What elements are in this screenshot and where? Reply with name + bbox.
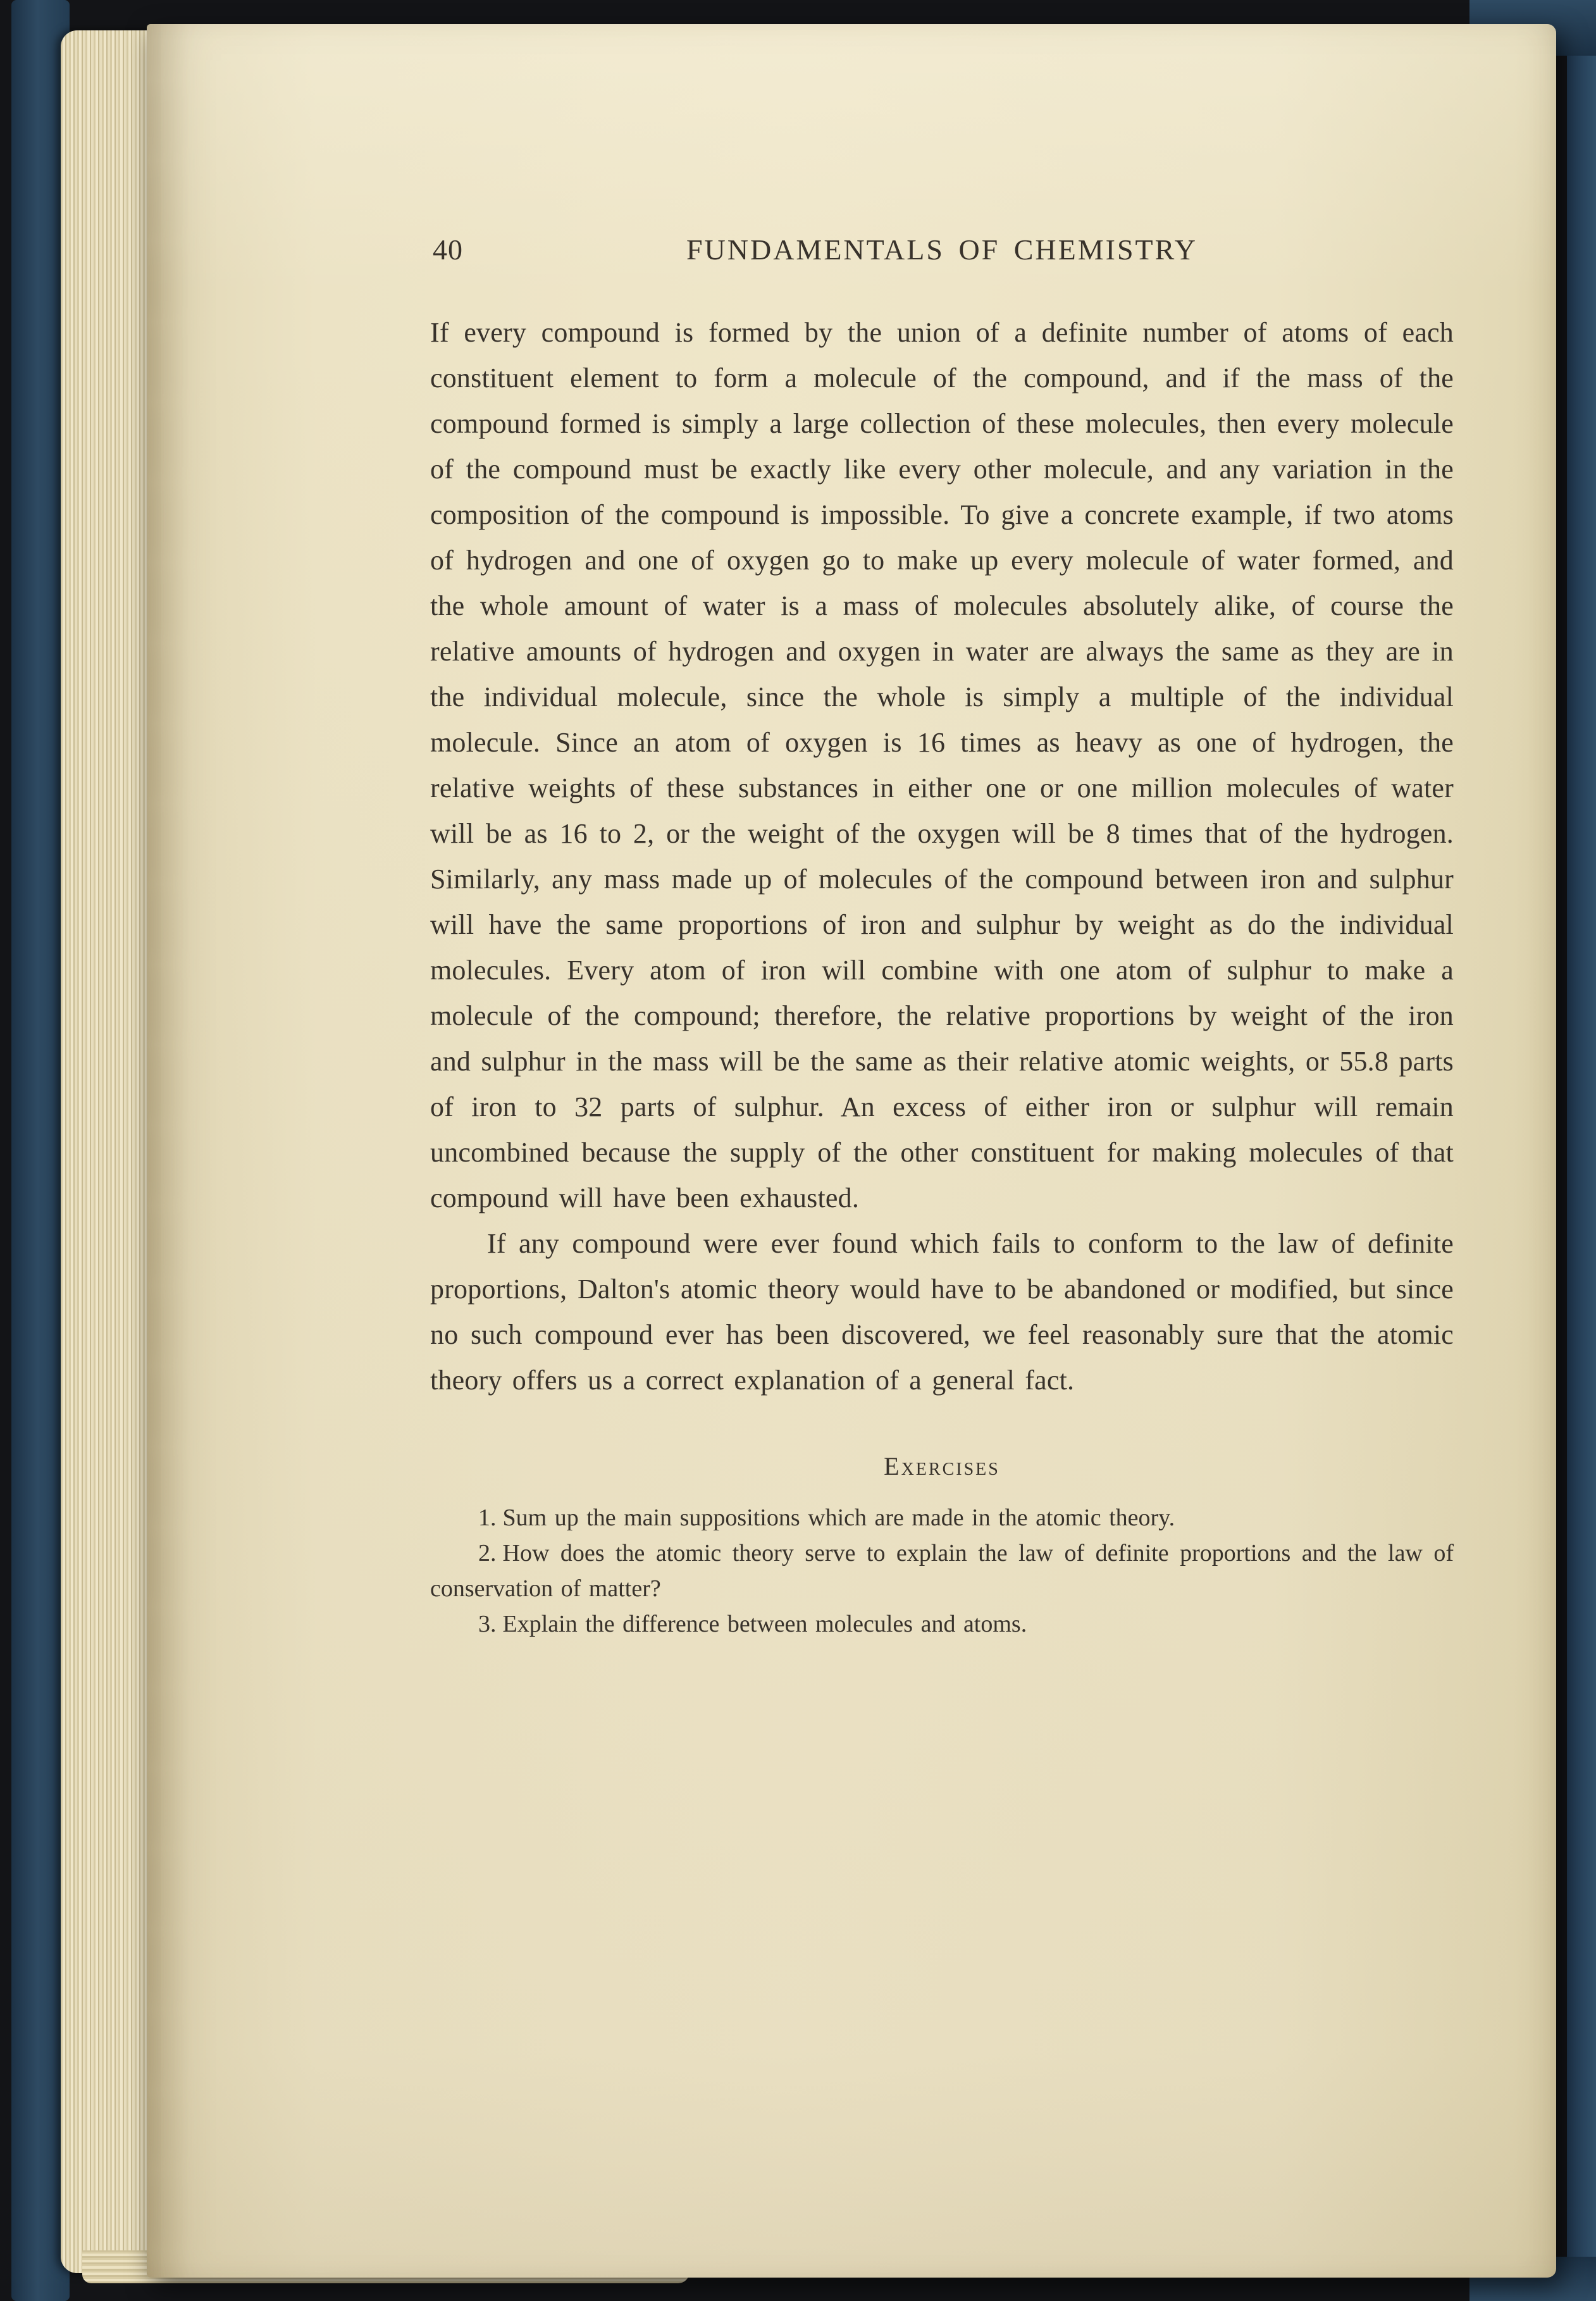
- exercise-text: Sum up the main suppositions which are made in the atomic theory.: [502, 1504, 1175, 1531]
- exercise-item-2: [430, 1535, 1454, 1606]
- exercises-heading: Exercises: [884, 1452, 1000, 1480]
- exercise-text: How does the atomic theory serve to explain the law of definite proportions and the law of conservation of matter?: [430, 1540, 1454, 1602]
- body-copy: [430, 310, 1454, 1642]
- running-head: FUNDAMENTALS OF CHEMISTRY: [686, 233, 1198, 266]
- text-block: [430, 24, 1454, 2278]
- exercise-number: 2.: [478, 1540, 497, 1566]
- exercise-item-3: [430, 1606, 1454, 1642]
- body-paragraph-2: If any compound were ever found which fails to conform to the law of definite proportions, Dalton's atomic theory would have to be abandoned or modified, but since no such compound ever has been discovered, we feel reasonably sure that the atomic theory offers us a correct explanation of a general fact.: [430, 1228, 1454, 1396]
- body-paragraph-1: If every compound is formed by the union of a definite number of atoms of each constituent element to form a molecule of the compound, and if the mass of the compound formed is simply a large collection of these molecules, then every molecule of the compound must be exactly like every other molecule, and any variation in the composition of the compound is impossible. To give a concrete example, if two atoms of hydrogen and one of oxygen go to make up every molecule of water formed, and the whole amount of water is a mass of molecules absolutely alike, of course the relative amounts of hydrogen and oxygen in water are always the same as they are in the individual molecule, since the whole is simply a multiple of the individual molecule. Since an atom of oxygen is 16 times as heavy as one of hydrogen, the relative weights of these substances in either one or one million molecules of water will be as 16 to 2, or the weight of the oxygen will be 8 times that of the hydrogen. Similarly, any mass made up of molecules of the compound between iron and sulphur will have the same proportions of iron and sulphur by weight as do the individual molecules. Every atom of iron will combine with one atom of sulphur to make a molecule of the compound; therefore, the relative proportions by weight of the iron and sulphur in the mass will be the same as their relative atomic weights, or 55.8 parts of iron to 32 parts of sulphur. An excess of either iron or sulphur will remain uncombined because the supply of the other constituent for making molecules of that compound will have been exhausted.: [430, 317, 1454, 1213]
- book-cover-right: [1567, 0, 1596, 2301]
- running-head-row: [430, 233, 1454, 271]
- exercise-number: 1.: [478, 1504, 497, 1531]
- exercise-number: 3.: [478, 1611, 497, 1637]
- page-number: 40: [433, 233, 463, 266]
- book-page: [147, 24, 1556, 2278]
- exercise-item-1: [430, 1500, 1454, 1535]
- exercise-text: Explain the difference between molecules and atoms.: [502, 1611, 1027, 1637]
